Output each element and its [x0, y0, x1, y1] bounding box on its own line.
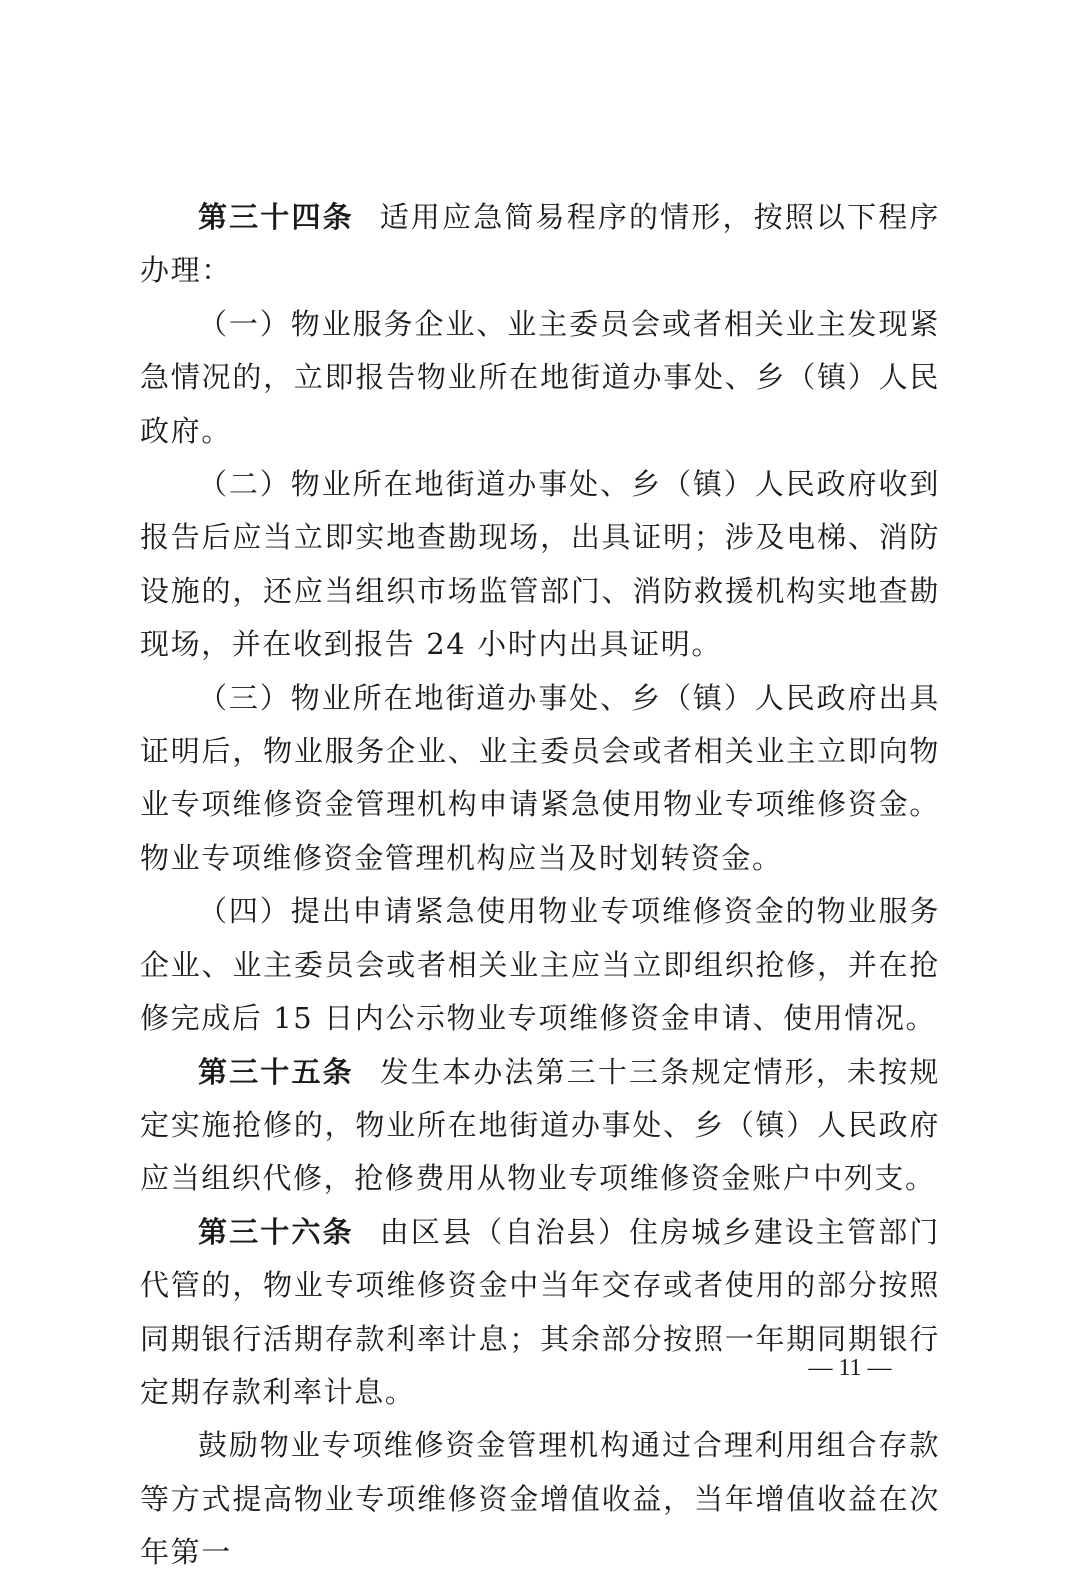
paragraph-text: （三）物业所在地街道办事处、乡（镇）人民政府出具证明后，物业服务企业、业主委员会或者相关业主立即向物业专项维修资金管理机构申请紧急使用物业专项维修资金。物业专项维修资金管理机构应当及时划转资金。 [140, 680, 940, 875]
article-34-paragraph [140, 191, 940, 298]
incentive-paragraph [140, 1419, 940, 1579]
paragraph-text: 适用应急简易程序的情形，按照以下程序办理： [140, 200, 940, 288]
paragraph-text: 鼓励物业专项维修资金管理机构通过合理利用组合存款等方式提高物业专项维修资金增值收益，当年增值收益在次年第一 [140, 1428, 940, 1570]
article-title: 第三十六条 [198, 1214, 354, 1249]
paragraph-text: （四）提出申请紧急使用物业专项维修资金的物业服务企业、业主委员会或者相关业主应当立即组织抢修，并在抢修完成后 15 日内公示物业专项维修资金申请、使用情况。 [140, 894, 940, 1036]
clause-3-paragraph [140, 672, 940, 886]
paragraph-text: （一）物业服务企业、业主委员会或者相关业主发现紧急情况的，立即报告物业所在地街道办事处、乡（镇）人民政府。 [140, 306, 940, 448]
clause-1-paragraph [140, 298, 940, 458]
article-title: 第三十四条 [198, 200, 354, 234]
clause-4-paragraph [140, 885, 940, 1045]
article-36-paragraph [140, 1206, 940, 1420]
paragraph-text: （二）物业所在地街道办事处、乡（镇）人民政府收到报告后应当立即实地查勘现场，出具证明；涉及电梯、消防设施的，还应当组织市场监管部门、消防救援机构实地查勘现场，并在收到报告 24 小时内出具证明。 [140, 467, 940, 662]
article-35-paragraph [140, 1046, 940, 1206]
page-number: — 11 — [808, 1355, 892, 1381]
paragraph-text: 由区县（自治县）住房城乡建设主管部门代管的，物业专项维修资金中当年交存或者使用的部分按照同期银行活期存款利率计息；其余部分按照一年期同期银行定期存款利率计息。 [140, 1214, 940, 1409]
paragraph-text: 发生本办法第三十三条规定情形，未按规定实施抢修的，物业所在地街道办事处、乡（镇）人民政府应当组织代修，抢修费用从物业专项维修资金账户中列支。 [140, 1054, 940, 1196]
article-title: 第三十五条 [198, 1054, 354, 1089]
clause-2-paragraph [140, 458, 940, 672]
